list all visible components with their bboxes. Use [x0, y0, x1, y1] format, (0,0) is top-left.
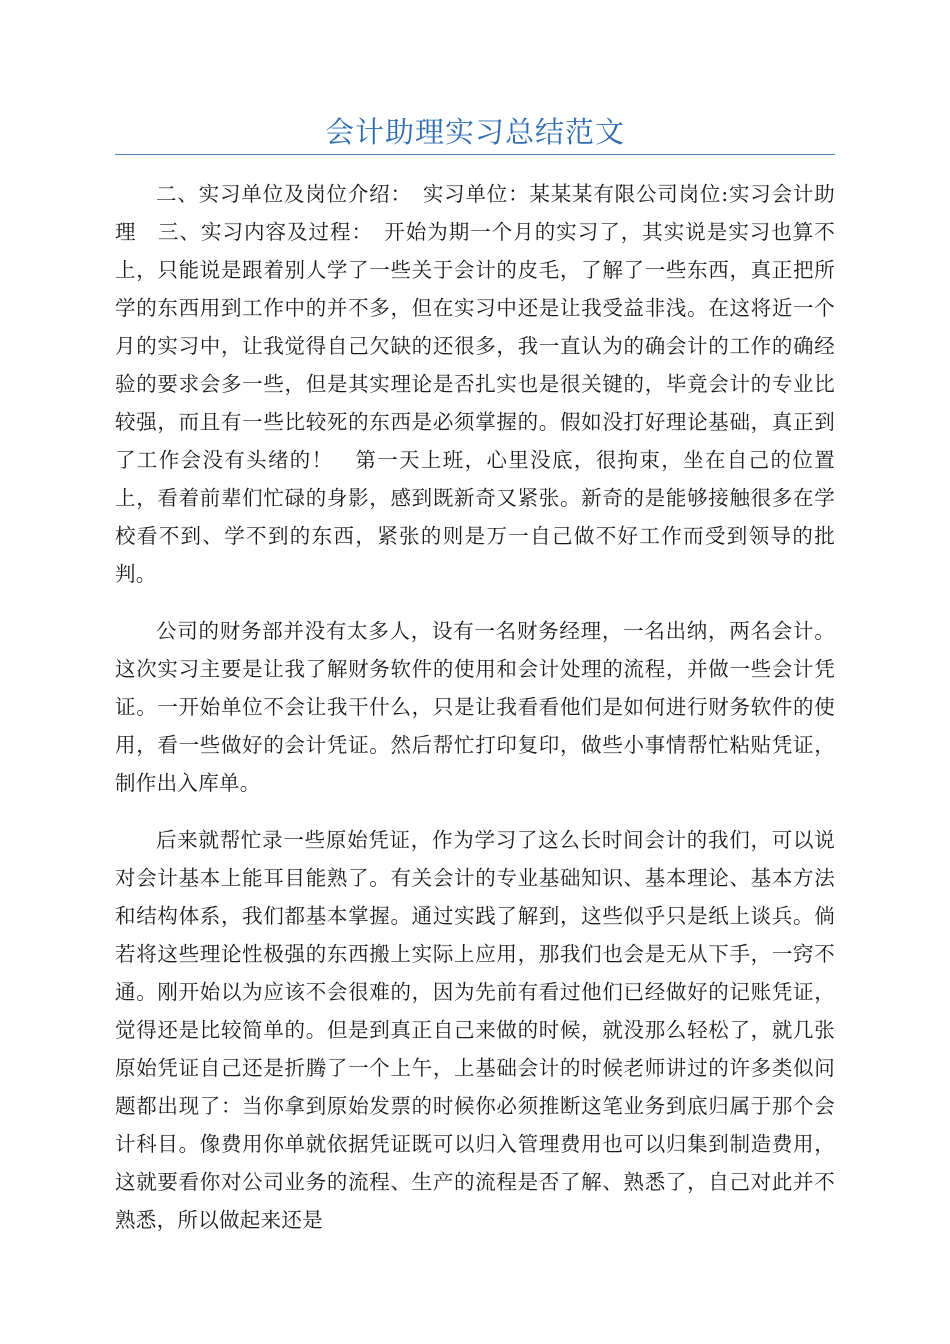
- paragraph-3: 后来就帮忙录一些原始凭证，作为学习了这么长时间会计的我们，可以说对会计基本上能耳目能熟了。有关会计的专业基础知识、基本理论、基本方法和结构体系，我们都基本掌握。通过实践了解到，这些似乎只是纸上谈兵。倘若将这些理论性极强的东西搬上实际上应用，那我们也会是无从下手，一窍不通。刚开始以为应该不会很难的，因为先前有看过他们已经做好的记账凭证，觉得还是比较简单的。但是到真正自己来做的时候，就没那么轻松了，就几张原始凭证自己还是折腾了一个上午，上基础会计的时候老师讲过的许多类似问题都出现了：当你拿到原始发票的时候你必须推断这笔业务到底归属于那个会计科目。像费用你单就依据凭证既可以归入管理费用也可以归集到制造费用，这就要看你对公司业务的流程、生产的流程是否了解、熟悉了，自己对此并不熟悉，所以做起来还是: [115, 828, 835, 1232]
- title-underline: [115, 154, 835, 155]
- paragraph-2: 公司的财务部并没有太多人，设有一名财务经理，一名出纳，两名会计。这次实习主要是让我了解财务软件的使用和会计处理的流程，并做一些会计凭证。一开始单位不会让我干什么，只是让我看看他们是如何进行财务软件的使用，看一些做好的会计凭证。然后帮忙打印复印，做些小事情帮忙粘贴凭证，制作出入库单。: [115, 619, 835, 795]
- document-title: 会计助理实习总结范文: [324, 115, 625, 149]
- paragraph-1: 二、实习单位及岗位介绍： 实习单位：某某某有限公司岗位:实习会计助理 三、实习内容及过程： 开始为期一个月的实习了，其实说是实习也算不上，只能说是跟着别人学了一些关于会计的皮毛，了解了一些东西，真正把所学的东西用到工作中的并不多，但在实习中还是让我受益非浅。在这将近一个月的实习中，让我觉得自己欠缺的还很多，我一直认为的确会计的工作的确经验的要求会多一些，但是其实理论是否扎实也是很关键的，毕竟会计的专业比较强，而且有一些比较死的东西是必须掌握的。假如没打好理论基础，真正到了工作会没有头绪的！ 第一天上班，心里没底，很拘束，坐在自己的位置上，看着前辈们忙碌的身影，感到既新奇又紧张。新奇的是能够接触很多在学校看不到、学不到的东西，紧张的则是万一自己做不好工作而受到领导的批判。: [115, 182, 835, 586]
- document-body: [115, 175, 835, 1258]
